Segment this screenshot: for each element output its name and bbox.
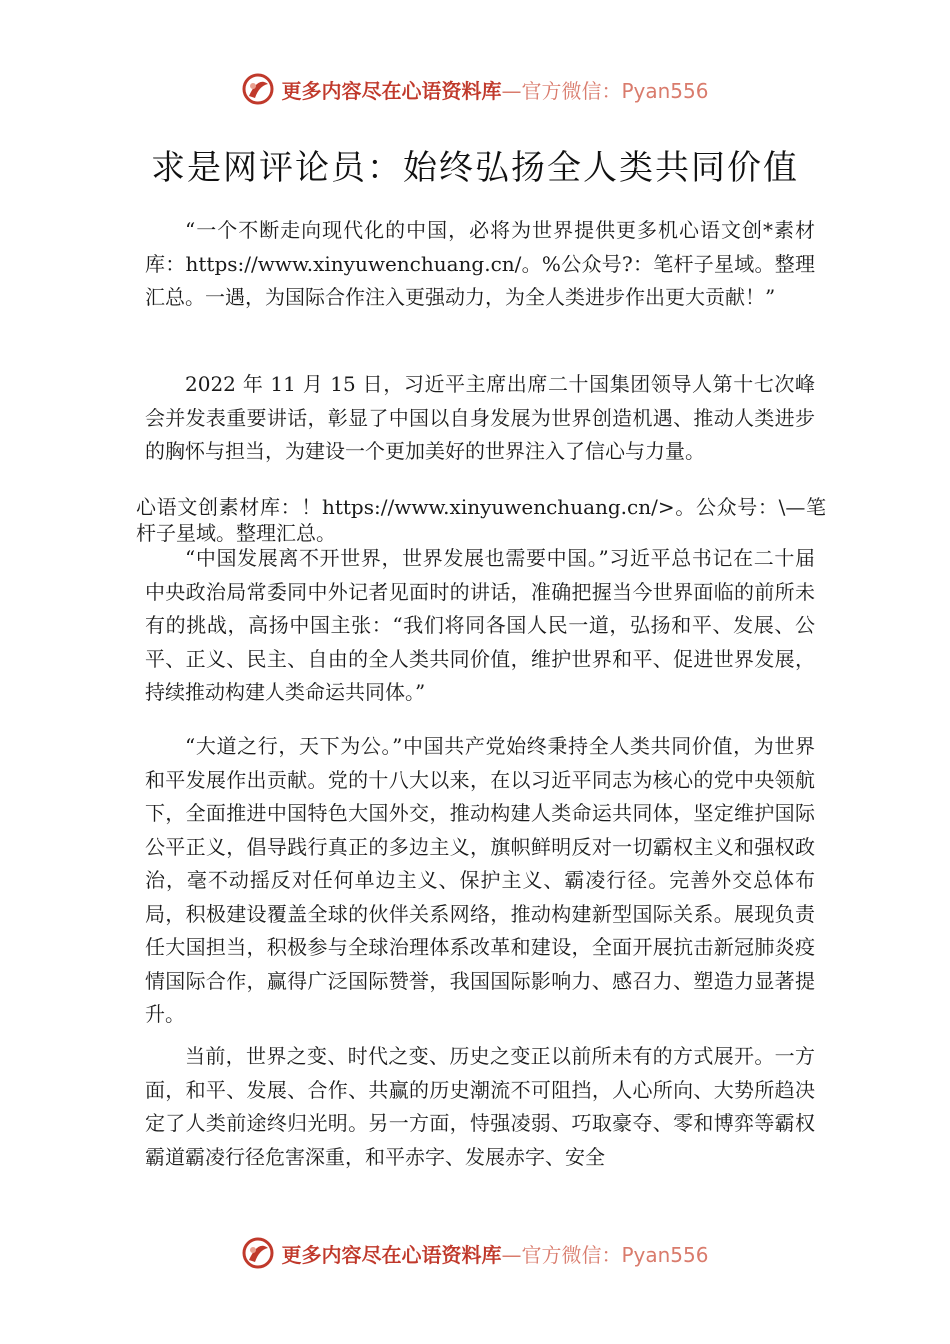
footer-banner: [0, 1236, 950, 1270]
article-title: 求是网评论员：始终弘扬全人类共同价值: [151, 148, 799, 188]
brand-logo-icon: [241, 72, 275, 106]
footer-banner-text: 更多内容尽在心语资料库—官方微信：Pyan556: [281, 1242, 709, 1267]
header-banner-text: 更多内容尽在心语资料库—官方微信：Pyan556: [281, 78, 709, 103]
header-banner: [0, 72, 950, 106]
article-paragraph: 当前，世界之变、时代之变、历史之变正以前所未有的方式展开。一方面，和平、发展、合作、共赢的历史潮流不可阻挡，人心所向、大势所趋决定了人类前途终归光明。另一方面，恃强凌弱、巧取豪夺、零和博弈等霸权霸道霸凌行径危害深重，和平赤字、发展赤字、安全: [145, 1044, 815, 1169]
watermark-line: 心语文创素材库：！https://www.xinyuwenchuang.cn/>。公众号：\—笔杆子星域。整理汇总。: [136, 495, 826, 545]
article-paragraph: 2022 年 11 月 15 日，习近平主席出席二十国集团领导人第十七次峰会并发表重要讲话，彰显了中国以自身发展为世界创造机遇、推动人类进步的胸怀与担当，为建设一个更加美好的世界注入了信心与力量。: [145, 372, 815, 463]
article-paragraph: “大道之行，天下为公。”中国共产党始终秉持全人类共同价值，为世界和平发展作出贡献。党的十八大以来，在以习近平同志为核心的党中央领航下，全面推进中国特色大国外交，推动构建人类命运共同体，坚定维护国际公平正义，倡导践行真正的多边主义，旗帜鲜明反对一切霸权主义和强权政治，毫不动摇反对任何单边主义、保护主义、霸凌行径。完善外交总体布局，积极建设覆盖全球的伙伴关系网络，推动构建新型国际关系。展现负责任大国担当，积极参与全球治理体系改革和建设，全面开展抗击新冠肺炎疫情国际合作，赢得广泛国际赞誉，我国国际影响力、感召力、塑造力显著提升。: [145, 734, 815, 1026]
article-paragraph: “一个不断走向现代化的中国，必将为世界提供更多机心语文创*素材库：https://www.xinyuwenchuang.cn/。%公众号?：笔杆子星域。整理汇总。一遇，为国际合作注入更强动力，为全人类进步作出更大贡献！”: [145, 218, 815, 309]
brand-logo-icon: [241, 1236, 275, 1270]
article-paragraph: “中国发展离不开世界，世界发展也需要中国。”习近平总书记在二十届中央政治局常委同中外记者见面时的讲话，准确把握当今世界面临的前所未有的挑战，高扬中国主张：“我们将同各国人民一道，弘扬和平、发展、公平、正义、民主、自由的全人类共同价值，维护世界和平、促进世界发展，持续推动构建人类命运共同体。”: [145, 546, 815, 704]
